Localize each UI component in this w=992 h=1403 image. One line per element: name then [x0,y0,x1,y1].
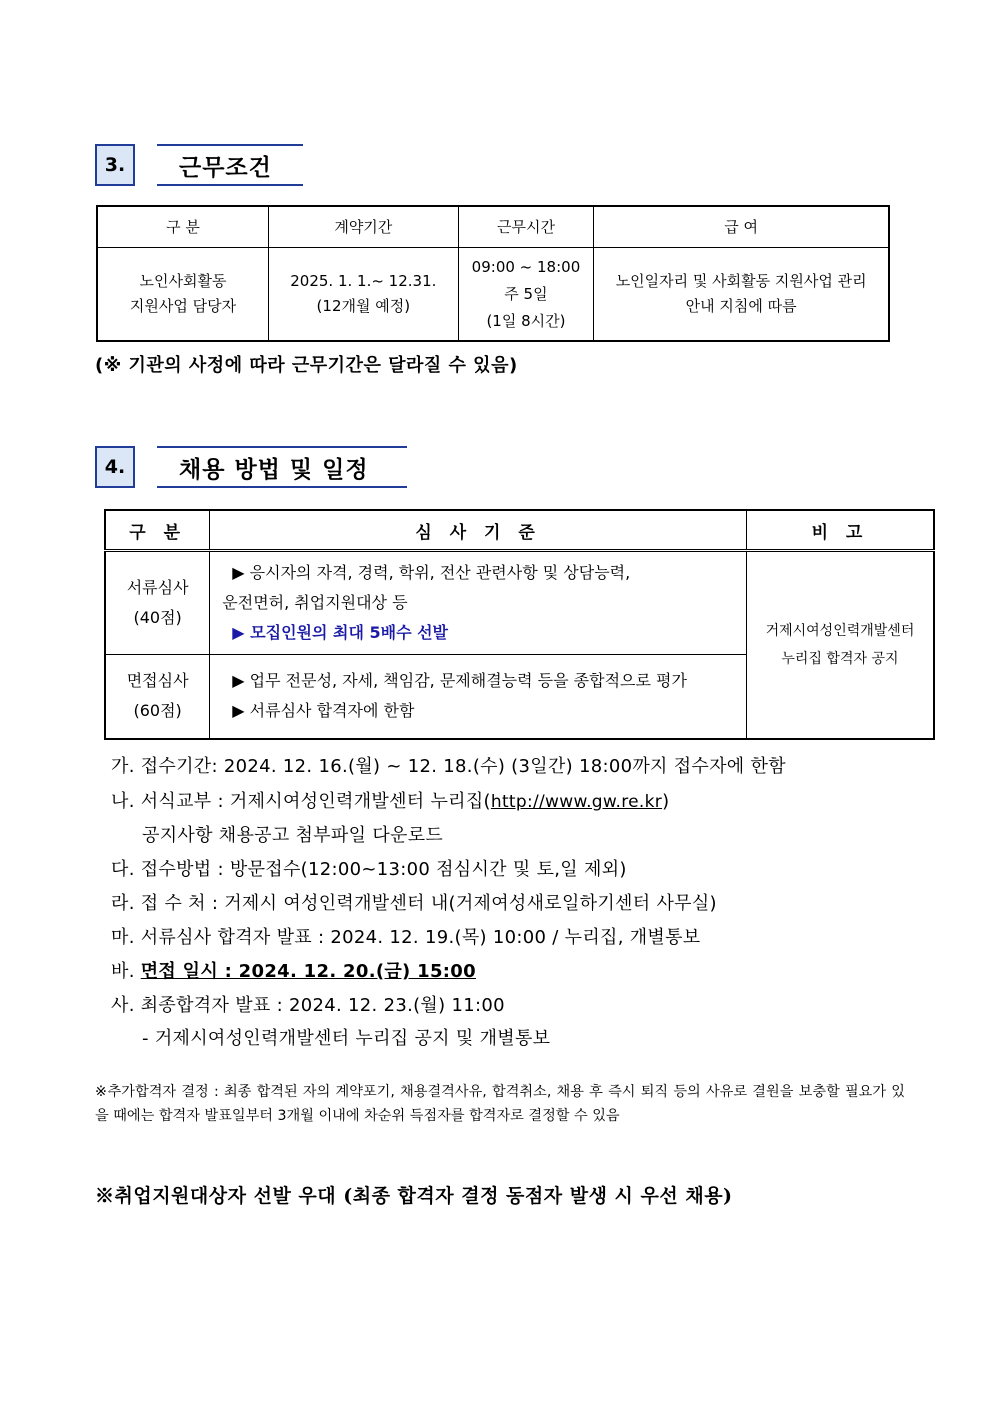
header-remarks: 비 고 [746,510,934,551]
hours-line: 09:00 ~ 18:00 [471,257,581,276]
header-category: 구 분 [97,206,269,248]
salary-line: 안내 지침에 따름 [685,297,797,315]
section-3-number: 3. [95,144,135,186]
interview-criteria [210,655,747,739]
table-row [97,248,889,342]
section-4-number: 4. [95,446,135,488]
preference-note: ※취업지원대상자 선발 우대 (최종 합격자 결정 동점자 발생 시 우선 채용) [95,1185,733,1207]
schedule-sa-cont: - 거제시여성인력개발센터 누리집 공지 및 개별통보 [142,1028,551,1049]
cell-contract-period [269,248,459,342]
schedule-na [111,787,669,813]
schedule-ga: 가. 접수기간: 2024. 12. 16.(월) ~ 12. 18.(수) (3일간) 18:00까지 접수자에 한함 [111,756,786,777]
schedule-ba [111,957,476,983]
criteria-highlight: ▶ 모집인원의 최대 5배수 선발 [232,623,449,642]
criteria-line: ▶ 업무 전문성, 자세, 책임감, 문제해결능력 등을 종합적으로 평가 [232,671,687,691]
schedule-na-suffix: ) [662,791,670,812]
cell-category [97,248,269,342]
section-3-header [95,144,305,190]
doc-review-label [105,551,210,655]
homepage-link[interactable]: http://www.gw.re.kr [490,792,663,812]
schedule-na-prefix: 나. 서식교부 : 거제시여성인력개발센터 누리집( [111,791,491,812]
table-header-row [97,206,889,248]
interview-datetime: 면접 일시 : 2024. 12. 20.(금) 15:00 [140,961,476,982]
schedule-ba-prefix: 바. [111,961,141,982]
criteria-line: ▶ 응시자의 자격, 경력, 학위, 전산 관련사항 및 상담능력, [232,563,631,582]
contract-line: (12개월 예정) [316,297,411,315]
work-conditions-table [96,205,890,342]
cell-work-hours [458,248,594,342]
contract-line: 2025. 1. 1.~ 12.31. [290,272,437,290]
hours-line: 주 5일 [504,284,548,303]
cell-salary [594,248,889,342]
category-line: 노인사회활동 [139,272,227,290]
schedule-da: 다. 접수방법 : 방문접수(12:00~13:00 점심시간 및 토,일 제외) [111,859,627,880]
header-contract-period: 계약기간 [269,206,459,248]
label-text: 면접심사 [126,671,189,691]
schedule-na-cont: 공지사항 채용공고 첨부파일 다운로드 [142,825,444,846]
hours-line: (1일 8시간) [486,311,566,330]
section-3-title: 근무조건 [157,144,303,186]
salary-line: 노인일자리 및 사회활동 지원사업 관리 [615,272,867,290]
additional-hire-note: ※추가합격자 결정 : 최종 합격된 자의 계약포기, 채용결격사유, 합격취소, 채용 후 즉시 퇴직 등의 사유로 결원을 보충할 필요가 있을 때에는 합격자 발표일부터 3개월 이내에 차순위 득점자를 합격자로 결정할 수 있음 [95,1084,905,1124]
schedule-sa: 사. 최종합격자 발표 : 2024. 12. 23.(월) 11:00 [111,995,505,1016]
remarks-cell [746,551,934,739]
screening-criteria-table [104,509,935,740]
table-header-row [105,510,934,551]
header-salary: 급 여 [594,206,889,248]
points-text: (60점) [133,701,182,721]
schedule-ra: 라. 접 수 처 : 거제시 여성인력개발센터 내(거제여성새로일하기센터 사무실) [111,893,717,914]
header-category: 구 분 [105,510,210,551]
doc-review-criteria [210,551,747,655]
points-text: (40점) [133,608,182,627]
work-period-note: (※ 기관의 사정에 따라 근무기간은 달라질 수 있음) [95,355,518,376]
category-line: 지원사업 담당자 [129,297,237,315]
criteria-line: ▶ 서류심사 합격자에 한함 [232,701,415,721]
schedule-ma: 마. 서류심사 합격자 발표 : 2024. 12. 19.(목) 10:00 / 누리집, 개별통보 [111,927,701,948]
criteria-line: 운전면허, 취업지원대상 등 [222,593,408,612]
remark-line: 누리집 합격자 공지 [781,650,899,667]
header-work-hours: 근무시간 [458,206,594,248]
remark-line: 거제시여성인력개발센터 [765,622,915,639]
section-4-header [95,446,415,492]
interview-label [105,655,210,739]
section-4-title: 채용 방법 및 일정 [157,446,407,488]
label-text: 서류심사 [126,578,189,597]
header-criteria: 심 사 기 준 [210,510,747,551]
table-row [105,551,934,655]
